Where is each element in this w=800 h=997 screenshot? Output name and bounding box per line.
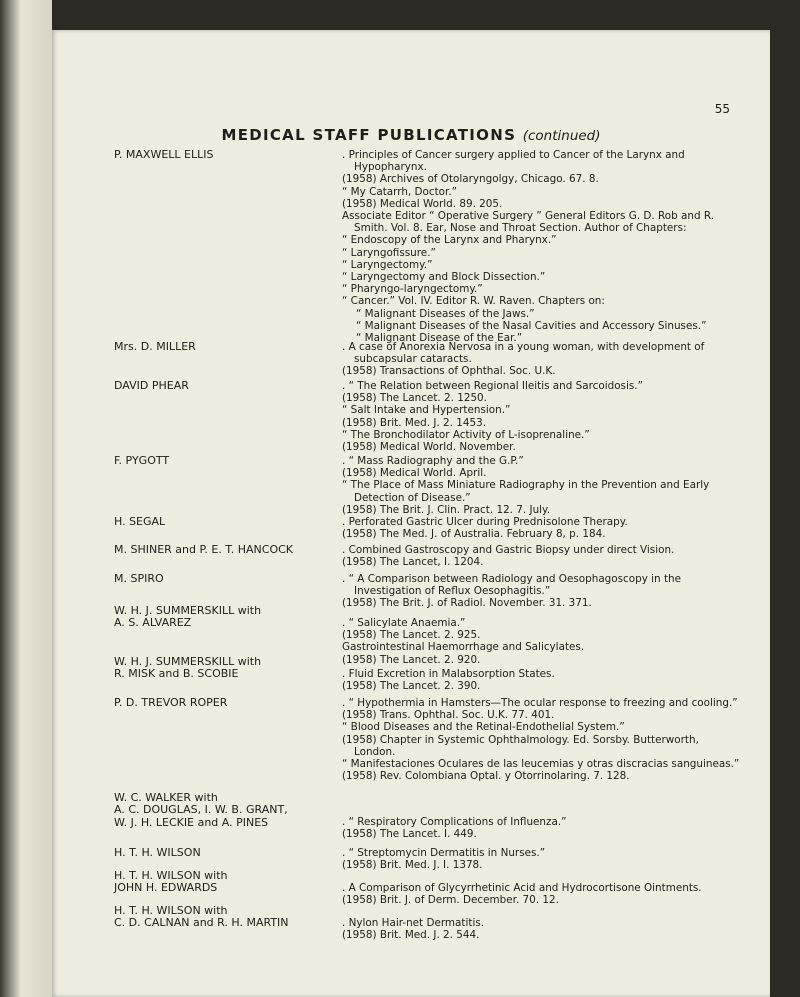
publication-entry: (1958) Chapter in Systemic Ophthalmology. Ed. Sorsby. Butterworth, London. xyxy=(342,733,699,758)
publication-list xyxy=(342,697,742,782)
publication-entry: (1958) Trans. Ophthal. Soc. U.K. 77. 401. xyxy=(342,709,555,722)
publication-list xyxy=(342,380,742,453)
page-number: 55 xyxy=(714,102,730,116)
publication-entry: (1958) Medical World. April. xyxy=(342,467,487,480)
publication-entry: “ My Catarrh, Doctor.” xyxy=(342,185,458,198)
publication-entry: “ Malignant Diseases of the Nasal Cavities and Accessory Sinuses.” xyxy=(356,319,707,332)
publication-entry: Gastrointestinal Haemorrhage and Salicylates. xyxy=(342,641,585,654)
publication-entry: “ Cancer.” Vol. IV. Editor R. W. Raven. Chapters on: xyxy=(342,295,605,308)
author-name: W. H. J. SUMMERSKILL with xyxy=(114,604,262,617)
publication-entry: “ Blood Diseases and the Retinal-Endothelial System.” xyxy=(342,721,625,734)
publication-list xyxy=(342,882,742,906)
document-page xyxy=(52,30,770,997)
author-name: H. T. H. WILSON with xyxy=(114,869,228,882)
publication-entry: “ Salt Intake and Hypertension.” xyxy=(342,404,511,417)
book-spine-shadow xyxy=(0,0,52,997)
publication-entry: “ Malignant Diseases of the Jaws.” xyxy=(356,307,535,320)
publication-list xyxy=(342,668,742,692)
author-name: Mrs. D. MILLER xyxy=(114,340,196,353)
publication-entry: . “ Hypothermia in Hamsters—The ocular response to freezing and cooling.” xyxy=(342,697,738,709)
publication-entry: (1958) The Lancet. 2. 1250. xyxy=(342,392,487,405)
publication-entry: (1958) Transactions of Ophthal. Soc. U.K. xyxy=(342,365,556,378)
publication-entry: . Nylon Hair-net Dermatitis. xyxy=(342,917,485,929)
author-name: P. D. TREVOR ROPER xyxy=(114,696,228,709)
page-title-text: MEDICAL STAFF PUBLICATIONS xyxy=(221,126,517,144)
publication-list xyxy=(342,847,742,871)
publication-entry: Associate Editor “ Operative Surgery ” General Editors G. D. Rob and R. Smith. Vol. 8. Ear, Nose and Throat Section. Author of Chapters: xyxy=(342,210,715,235)
publication-entry: . “ Salicylate Anaemia.” xyxy=(342,617,466,629)
publication-entry: (1958) The Lancet. 2. 925. xyxy=(342,629,481,642)
publication-entry: “ Malignant Disease of the Ear.” xyxy=(356,332,523,345)
publication-list xyxy=(342,544,742,568)
publication-entry: . Fluid Excretion in Malabsorption States. xyxy=(342,668,555,680)
publication-entry: “ Manifestaciones Oculares de las leucemias y otras discracias sanguineas.” xyxy=(342,758,740,771)
publication-entry: (1958) Medical World. 89. 205. xyxy=(342,197,503,210)
author-name: M. SHINER and P. E. T. HANCOCK xyxy=(114,543,294,556)
publication-entry: . Perforated Gastric Ulcer during Prednisolone Therapy. xyxy=(342,516,628,528)
publication-entry: “ Endoscopy of the Larynx and Pharynx.” xyxy=(342,234,557,247)
publication-entry: (1958) Brit. Med. J. 2. 544. xyxy=(342,929,480,942)
author-name: R. MISK and B. SCOBIE xyxy=(114,667,239,681)
author-name: H. T. H. WILSON xyxy=(114,846,201,859)
author-name: JOHN H. EDWARDS xyxy=(114,881,218,895)
publication-entry: . Combined Gastroscopy and Gastric Biopsy under direct Vision. xyxy=(342,544,675,556)
author-name: H. SEGAL xyxy=(114,515,166,528)
publication-entry: “ Laryngofissure.” xyxy=(342,246,436,259)
author-name: W. J. H. LECKIE and A. PINES xyxy=(114,815,269,829)
publication-entry: . “ Streptomycin Dermatitis in Nurses.” xyxy=(342,847,546,859)
publication-entry: (1958) Archives of Otolaryngolgy, Chicago. 67. 8. xyxy=(342,173,599,186)
publication-entry: “ The Bronchodilator Activity of L-isoprenaline.” xyxy=(342,428,590,441)
publication-entry: “ The Place of Mass Miniature Radiography in the Prevention and Early Detection of Disease.” xyxy=(342,479,710,504)
publication-entry: . “ A Comparison between Radiology and Oesophagoscopy in the Investigation of Reflux Oesophagitis.” xyxy=(342,573,681,598)
publication-list xyxy=(342,516,742,540)
publication-entry: “ Laryngectomy.” xyxy=(342,258,433,271)
author-name: W. C. WALKER with xyxy=(114,791,218,804)
publication-entry: (1958) The Lancet, I. 1204. xyxy=(342,556,484,569)
publication-entry: . A case of Anorexia Nervosa in a young woman, with development of subcapsular cataracts. xyxy=(342,341,705,366)
publication-entry: (1958) Medical World. November. xyxy=(342,441,516,454)
publication-entry: “ Laryngectomy and Block Dissection.” xyxy=(342,271,546,284)
author-name: W. H. J. SUMMERSKILL with xyxy=(114,655,262,668)
author-name: P. MAXWELL ELLIS xyxy=(114,148,214,161)
publication-entry: . “ Mass Radiography and the G.P.” xyxy=(342,455,524,467)
author-name: C. D. CALNAN and R. H. MARTIN xyxy=(114,916,289,930)
publication-entry: . “ The Relation between Regional Ileitis and Sarcoidosis.” xyxy=(342,380,643,392)
publication-entry: (1958) The Lancet. I. 449. xyxy=(342,828,477,841)
publication-entry: (1958) The Med. J. of Australia. February 8, p. 184. xyxy=(342,528,606,541)
publication-list xyxy=(342,816,742,840)
publication-entry: (1958) Brit. Med. J. 2. 1453. xyxy=(342,416,487,429)
publication-entry: (1958) The Lancet. 2. 920. xyxy=(342,653,481,666)
publication-entry: . “ Respiratory Complications of Influenza.” xyxy=(342,816,567,828)
publication-entry: . Principles of Cancer surgery applied to Cancer of the Larynx and Hypopharynx. xyxy=(342,149,685,174)
author-name: A. S. ALVAREZ xyxy=(114,616,192,630)
page-title xyxy=(52,126,770,144)
publication-list xyxy=(342,341,742,378)
page-title-suffix: (continued) xyxy=(522,128,601,144)
publication-list xyxy=(342,455,742,516)
publication-entry: (1958) The Brit. J. Clin. Pract. 12. 7. July. xyxy=(342,503,551,516)
publication-entry: (1958) Rev. Colombiana Optal. y Otorrinolaring. 7. 128. xyxy=(342,770,630,783)
author-name: F. PYGOTT xyxy=(114,454,170,467)
publication-entry: “ Pharyngo-laryngectomy.” xyxy=(342,283,483,296)
publication-entry: . A Comparison of Glycyrrhetinic Acid and Hydrocortisone Ointments. xyxy=(342,882,702,894)
author-name: A. C. DOUGLAS, I. W. B. GRANT, xyxy=(114,803,288,817)
publication-entry: (1958) Brit. J. of Derm. December. 70. 12. xyxy=(342,894,559,907)
publication-entry: (1958) Brit. Med. J. I. 1378. xyxy=(342,859,483,872)
author-name: DAVID PHEAR xyxy=(114,379,189,392)
publication-list xyxy=(342,149,742,344)
author-name: M. SPIRO xyxy=(114,572,164,585)
author-name: H. T. H. WILSON with xyxy=(114,904,228,917)
publication-entry: (1958) The Brit. J. of Radiol. November. 31. 371. xyxy=(342,597,592,610)
publication-entry: (1958) The Lancet. 2. 390. xyxy=(342,680,481,693)
publication-list xyxy=(342,917,742,941)
